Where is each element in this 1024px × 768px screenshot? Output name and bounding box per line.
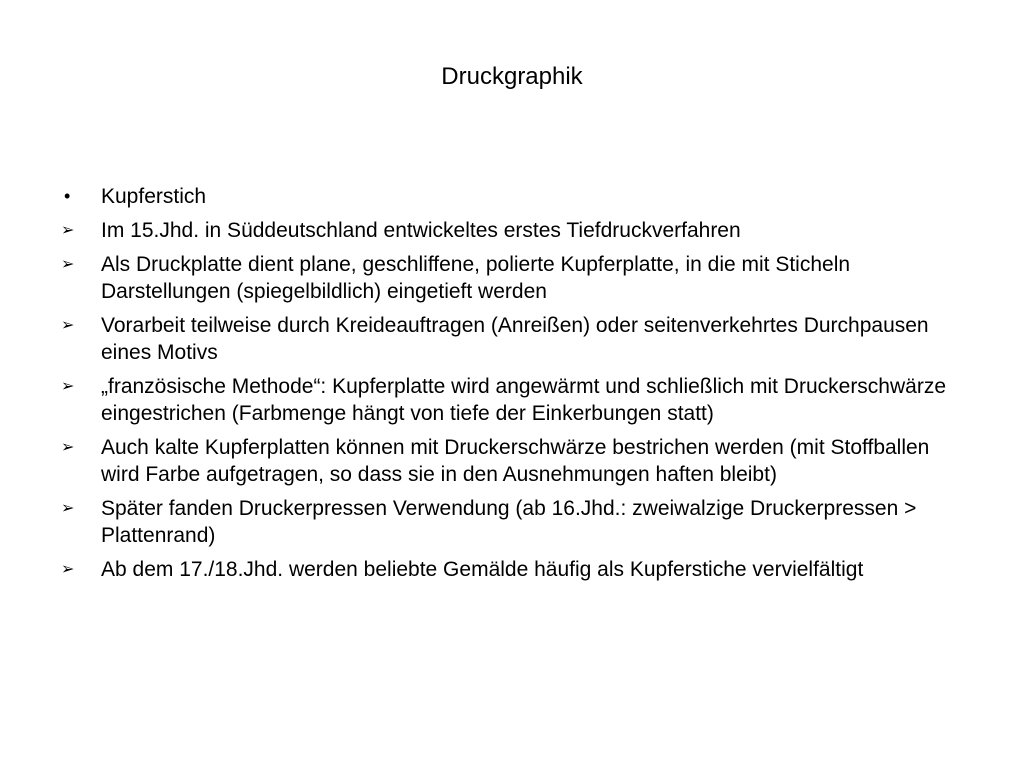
list-item-text: Später fanden Druckerpressen Verwendung (ab 16.Jhd.: zweiwalzige Druckerpressen > Plattenrand) bbox=[101, 497, 917, 547]
list-item-text: Im 15.Jhd. in Süddeutschland entwickeltes erstes Tiefdruckverfahren bbox=[101, 219, 741, 242]
list-item bbox=[60, 183, 960, 210]
arrow-bullet-icon: ➢ bbox=[61, 378, 75, 395]
arrow-bullet-icon: ➢ bbox=[61, 222, 75, 239]
list-item-text: Auch kalte Kupferplatten können mit Druckerschwärze bestrichen werden (mit Stoffballen wird Farbe aufgetragen, so dass sie in den Ausnehmungen haften bleibt) bbox=[101, 436, 930, 486]
slide-title: Druckgraphik bbox=[441, 63, 583, 90]
list-item-text: Kupferstich bbox=[101, 185, 207, 208]
list-item bbox=[60, 434, 960, 488]
list-item-text: Als Druckplatte dient plane, geschliffene, polierte Kupferplatte, in die mit Sticheln Darstellungen (spiegelbildlich) eingetieft werden bbox=[101, 253, 851, 303]
arrow-bullet-icon: ➢ bbox=[61, 561, 75, 578]
list-item-text: „französische Methode“: Kupferplatte wird angewärmt und schließlich mit Druckerschwärze eingestrichen (Farbmenge hängt von tiefe der Einkerbungen statt) bbox=[101, 375, 947, 425]
list-item bbox=[60, 556, 960, 583]
list-item bbox=[60, 312, 960, 366]
list-item-text: Vorarbeit teilweise durch Kreideauftragen (Anreißen) oder seitenverkehrtes Durchpausen eines Motivs bbox=[101, 314, 929, 364]
list-item bbox=[60, 251, 960, 305]
arrow-bullet-icon: ➢ bbox=[61, 500, 75, 517]
arrow-bullet-icon: ➢ bbox=[61, 317, 75, 334]
list-item bbox=[60, 217, 960, 244]
list-item bbox=[60, 495, 960, 549]
arrow-bullet-icon: ➢ bbox=[61, 439, 75, 456]
arrow-bullet-icon: ➢ bbox=[61, 256, 75, 273]
list-item-text: Ab dem 17./18.Jhd. werden beliebte Gemälde häufig als Kupferstiche vervielfältigt bbox=[101, 558, 864, 581]
list-item bbox=[60, 373, 960, 427]
bullet-dot-icon: • bbox=[64, 186, 71, 206]
bullet-list bbox=[60, 183, 960, 590]
